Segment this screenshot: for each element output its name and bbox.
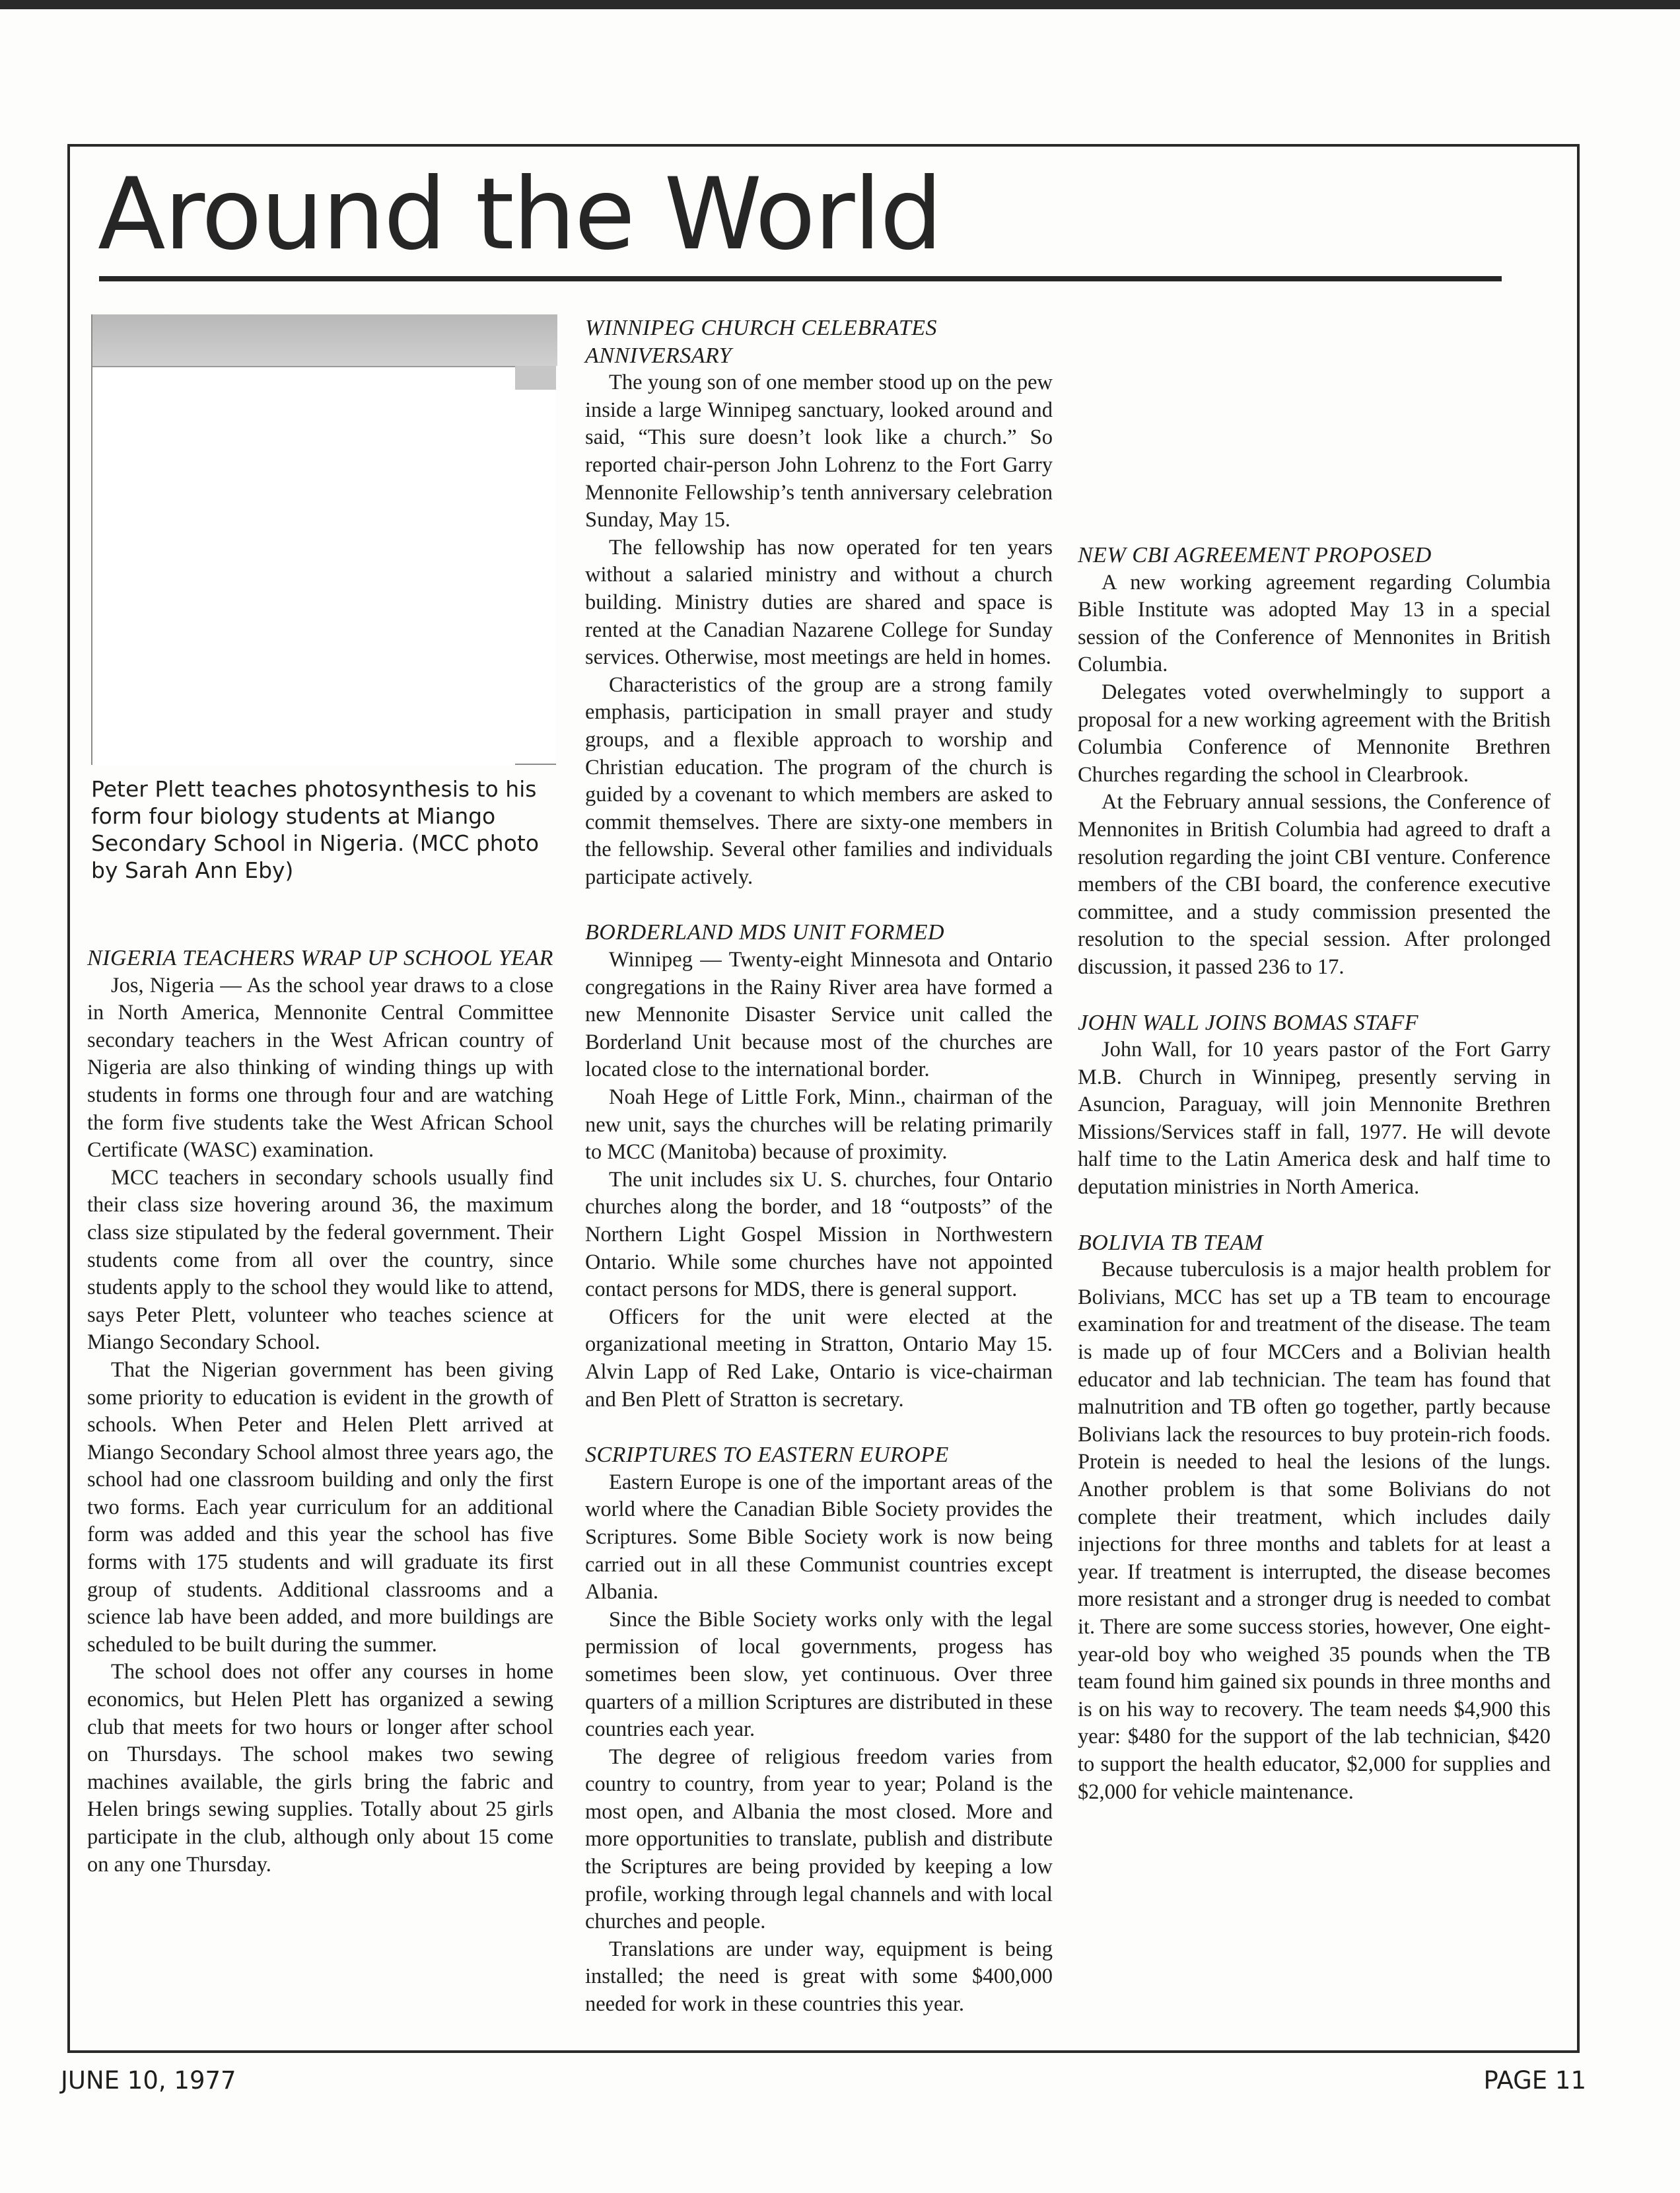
- article-spacer: [585, 1414, 1053, 1441]
- footer-page-number: PAGE 11: [1483, 2066, 1586, 2095]
- article-paragraph: A new working agreement regarding Columbia Bible Institute was adopted May 13 in a special session of the Conference of Mennonites in British Columbia.: [1078, 570, 1551, 677]
- article-paragraph: The unit includes six U. S. churches, four Ontario churches along the border, and 18 “outposts” of the Northern Light Gospel Mission in Northwestern Ontario. While some churches have not appointed contact persons for MDS, there is general support.: [585, 1167, 1053, 1302]
- article-spacer: [585, 891, 1053, 919]
- article-headline: BOLIVIA TB TEAM: [1078, 1230, 1263, 1255]
- article-headline: NIGERIA TEACHERS WRAP UP SCHOOL YEAR: [87, 946, 553, 970]
- photo-placeholder: [91, 314, 556, 765]
- article-paragraph: Because tuberculosis is a major health problem for Bolivians, MCC has set up a TB team to encourage examination for and treatment of the disease. The team is made up of four MCCers and a Bolivian health educator and lab technician. The team has found that malnutrition and TB often go together, partly because Bolivians lack the resources to buy protein-rich foods. Protein is needed to heal the lesions of the lungs. Another problem is that some Bolivians do not complete their treatment, which includes daily injections for three months and tablets for at least a year. If treatment is interrupted, the disease becomes more resistant and a stronger drug is needed to combat it. There are some success stories, however, One eight-year-old boy who weighed 35 pounds when the TB team found him gained six pounds in three months and is on his way to recovery. The team needs $4,900 this year: $480 for the support of the lab technician, $420 to support the health educator, $2,000 for supplies and $2,000 for vehicle maintenance.: [1078, 1258, 1551, 1804]
- photo-image-area: [92, 366, 515, 765]
- page-top-edge: [0, 0, 1680, 9]
- article-paragraph: John Wall, for 10 years pastor of the Fort Garry M.B. Church in Winnipeg, presently serving in Asuncion, Paraguay, will join Mennonite Brethren Missions/Services staff in fall, 1977. He will devote half time to the Latin America desk and half time to deputation ministries in North America.: [1078, 1038, 1551, 1200]
- article-paragraph: Winnipeg — Twenty-eight Minnesota and Ontario congregations in the Rainy River area have formed a new Mennonite Disaster Service unit called the Borderland Unit because most of the churches are located close to the international border.: [585, 948, 1053, 1082]
- footer-date: JUNE 10, 1977: [61, 2066, 236, 2095]
- article-bolivia-tb: [1078, 1229, 1551, 1806]
- article-headline: JOHN WALL JOINS BOMAS STAFF: [1078, 1010, 1419, 1035]
- article-paragraph: Eastern Europe is one of the important areas of the world where the Canadian Bible Society provides the Scriptures. Some Bible Society work is now being carried out in all these Communist countries except Albania.: [585, 1470, 1053, 1604]
- masthead-rule: [99, 276, 1502, 281]
- article-paragraph: Characteristics of the group are a strong family emphasis, participation in small prayer and study groups, and a flexible approach to worship and Christian education. The program of the church is guided by a covenant to which members are asked to commit themselves. There are sixty-one members in the fellowship. Several other families and individuals participate actively.: [585, 672, 1053, 889]
- article-headline: SCRIPTURES TO EASTERN EUROPE: [585, 1443, 949, 1468]
- article-borderland-mds: [585, 919, 1053, 1414]
- column-2: [585, 314, 1053, 2019]
- article-paragraph: Translations are under way, equipment is being installed; the need is great with some $400,000 needed for work in these countries this year.: [585, 1937, 1053, 2017]
- article-spacer: [1078, 982, 1551, 1009]
- article-scriptures-europe: [585, 1441, 1053, 2018]
- article-paragraph: Noah Hege of Little Fork, Minn., chairman of the new unit, says the churches will be relating primarily to MCC (Manitoba) because of proximity.: [585, 1085, 1053, 1165]
- photo-top-band: [92, 314, 557, 366]
- article-paragraph: The school does not offer any courses in home economics, but Helen Plett has organized a sewing club that meets for two hours or longer after school on Thursdays. The school makes two sewing machines available, the girls bring the fabric and Helen brings sewing supplies. Totally about 25 girls participate in the club, although only about 15 come on any one Thursday.: [87, 1660, 553, 1877]
- article-headline: WINNIPEG CHURCH CELEBRATES ANNIVERSARY: [585, 316, 938, 368]
- article-paragraph: The young son of one member stood up on the pew inside a large Winnipeg sanctuary, looked around and said, “This sure doesn’t look like a church.” So reported chair-person John Lohrenz to the Fort Garry Mennonite Fellowship’s tenth anniversary celebration Sunday, May 15.: [585, 371, 1053, 532]
- article-john-wall: [1078, 1009, 1551, 1202]
- article-paragraph: MCC teachers in secondary schools usually find their class size hovering around 36, the maximum class size stipulated by the federal government. Their students come from all over the country, since students apply to the school they would like to attend, says Peter Plett, volunteer who teaches science at Miango Secondary School.: [87, 1165, 553, 1355]
- article-paragraph: The fellowship has now operated for ten years without a salaried ministry and without a church building. Ministry duties are shared and space is rented at the Canadian Nazarene College for Sunday services. Otherwise, most meetings are held in homes.: [585, 535, 1053, 670]
- photo-caption: Peter Plett teaches photosynthesis to his form four biology students at Miango Secondary School in Nigeria. (MCC photo by Sarah Ann Eby): [91, 776, 540, 883]
- article-paragraph: Jos, Nigeria — As the school year draws to a close in North America, Mennonite Central Committee secondary teachers in the West African country of Nigeria are also thinking of winding things up with students in forms one through four and are watching the form five students take the West African School Certificate (WASC) examination.: [87, 973, 553, 1163]
- article-headline: BORDERLAND MDS UNIT FORMED: [585, 920, 945, 945]
- photo-corner-shade: [515, 366, 556, 390]
- article-paragraph: The degree of religious freedom varies from country to country, from year to year; Poland is the most open, and Albania the most closed. More and more opportunities to translate, publish and distribute the Scriptures are being provided by keeping a low profile, working through legal channels and with local churches and people.: [585, 1744, 1053, 1934]
- article-cbi-agreement: [1078, 542, 1551, 982]
- article-paragraph: Since the Bible Society works only with the legal permission of local governments, progess has sometimes been slow, yet continuous. Over three quarters of a million Scriptures are distributed in these countries each year.: [585, 1607, 1053, 1742]
- column-3: [1078, 287, 1551, 1806]
- masthead-title: Around the World: [98, 157, 942, 272]
- article-paragraph: That the Nigerian government has been giving some priority to education is evident in the growth of schools. When Peter and Helen Plett arrived at Miango Secondary School almost three years ago, the school had one classroom building and only the first two forms. Each year curriculum for an additional form was added and this year the school has five forms with 175 students and will graduate its first group of students. Additional classrooms and a science lab have been added, and more buildings are scheduled to be built during the summer.: [87, 1357, 553, 1657]
- article-paragraph: At the February annual sessions, the Conference of Mennonites in British Columbia had agreed to draft a resolution regarding the joint CBI venture. Conference members of the CBI board, the conference executive committee, and a study commission presented the resolution to the special session. After prolonged discussion, it passed 236 to 17.: [1078, 790, 1551, 979]
- article-paragraph: Delegates voted overwhelmingly to support a proposal for a new working agreement with the British Columbia Conference of Mennonite Brethren Churches regarding the school in Clearbrook.: [1078, 680, 1551, 787]
- article-spacer: [1078, 1202, 1551, 1229]
- article-paragraph: Officers for the unit were elected at the organizational meeting in Stratton, Ontario May 15. Alvin Lapp of Red Lake, Ontario is vice-chairman and Ben Plett of Stratton is secretary.: [585, 1305, 1053, 1412]
- article-headline: NEW CBI AGREEMENT PROPOSED: [1078, 543, 1432, 567]
- article-nigeria-teachers: [87, 945, 553, 1879]
- column-1: [87, 945, 553, 1879]
- article-winnipeg-church: [585, 314, 1053, 891]
